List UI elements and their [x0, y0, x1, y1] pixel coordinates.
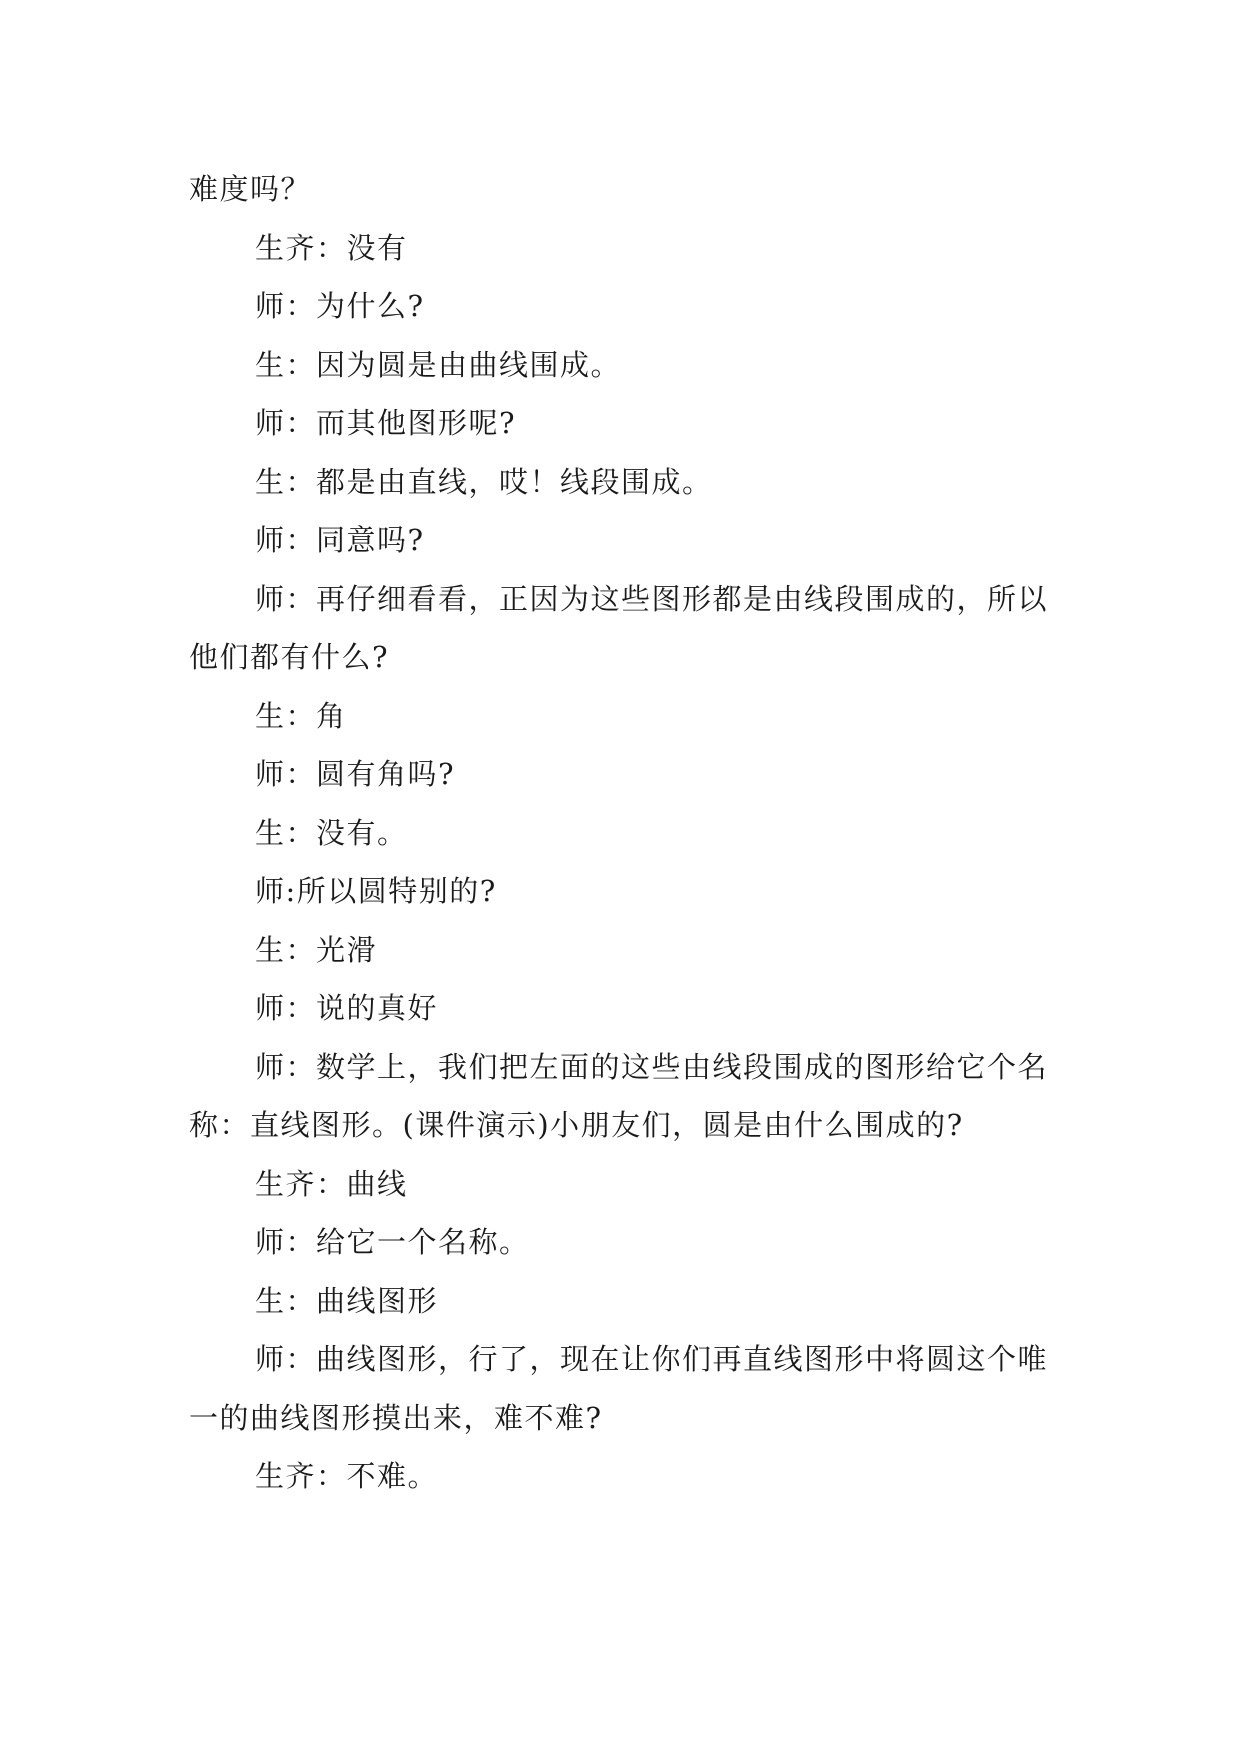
paragraph-7: 师：同意吗? [255, 523, 425, 557]
paragraph-8: 师：再仔细看看，正因为这些图形都是由线段围成的，所以他们都有什么? [189, 581, 1049, 674]
paragraph-20: 生齐：不难。 [255, 1459, 439, 1493]
paragraph-3: 师：为什么? [255, 289, 425, 323]
paragraph-11: 生：没有。 [255, 815, 408, 850]
paragraph-14: 师：说的真好 [255, 991, 439, 1025]
paragraph-13: 生：光滑 [255, 932, 378, 967]
paragraph-10: 师：圆有角吗? [255, 757, 456, 791]
paragraph-4: 生：因为圆是由曲线围成。 [255, 347, 622, 382]
paragraph-2: 生齐：没有 [255, 230, 408, 265]
paragraph-19: 师：曲线图形，行了，现在让你们再直线图形中将圆这个唯一的曲线图形摸出来，难不难? [189, 1342, 1049, 1435]
document-body [189, 160, 1069, 1506]
paragraph-16: 生齐：曲线 [255, 1166, 408, 1201]
paragraph-15: 师：数学上，我们把左面的这些由线段围成的图形给它个名称：直线图形。(课件演示)小朋友们，圆是由什么围成的? [189, 1049, 1049, 1142]
paragraph-1: 难度吗？ [189, 172, 312, 206]
paragraph-6: 生：都是由直线，哎！线段围成。 [255, 464, 713, 499]
paragraph-9: 生：角 [255, 698, 347, 733]
paragraph-18: 生：曲线图形 [255, 1283, 439, 1318]
paragraph-5: 师：而其他图形呢? [255, 406, 517, 440]
paragraph-12: 师:所以圆特别的? [255, 874, 497, 908]
paragraph-17: 师：给它一个名称。 [255, 1225, 530, 1259]
